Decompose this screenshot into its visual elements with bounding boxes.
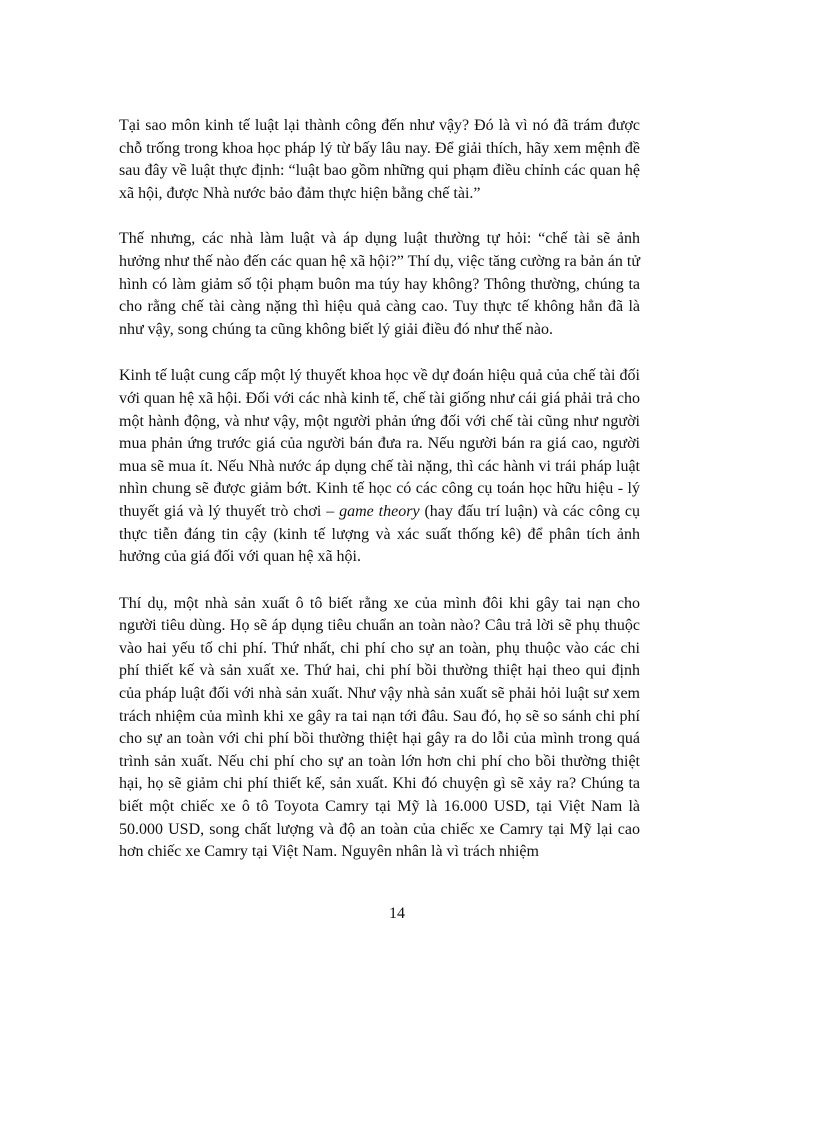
paragraph-3-text-b: (hay đấu trí luận) và các công cụ thực tiễn đáng tin cậy (kinh tế lượng và xác suất thống kê) để phân tích ảnh hưởng của giá đối với quan hệ xã hội. [119,502,641,566]
paragraph-3-text-a: Kinh tế luật cung cấp một lý thuyết khoa học về dự đoán hiệu quả của chế tài đối với quan hệ xã hội. Đối với các nhà kinh tế, chế tài giống như cái giá phải trả cho một hành động, và như vậy, một người phản ứng đối với chế tài cũng như người mua phản ứng trước giá của người bán đưa ra. Nếu người bán ra giá cao, người mua sẽ mua ít. Nếu Nhà nước áp dụng chế tài nặng, thì các hành vi trái pháp luật nhìn chung sẽ được giảm bớt. Kinh tế học có các công cụ toán học hữu hiệu - lý thuyết giá và lý thuyết trò chơi – [119,367,640,520]
paragraph-4-text: Thí dụ, một nhà sản xuất ô tô biết rằng xe của mình đôi khi gây tai nạn cho người tiêu dùng. Họ sẽ áp dụng tiêu chuẩn an toàn nào? Câu trả lời sẽ phụ thuộc vào hai yếu tố chi phí. Thứ nhất, chi phí cho sự an toàn, phụ thuộc vào các chi phí thiết kế và sản xuất xe. Thứ hai, chi phí bồi thường thiệt hại theo qui định của pháp luật đối với nhà sản xuất. Như vậy nhà sản xuất sẽ phải hỏi luật sư xem trách nhiệm của mình khi xe gây ra tai nạn tới đâu. Sau đó, họ sẽ so sánh chi phí cho sự an toàn với chi phí bồi thường thiệt hại gây ra do lỗi của mình trong quá trình sản xuất. Nếu chi phí cho sự an toàn lớn hơn chi phí cho bồi thường thiệt hại, họ sẽ giảm chi phí thiết kế, sản xuất. Khi đó chuyện gì sẽ xảy ra? Chúng ta biết một chiếc xe ô tô Toyota Camry tại Mỹ là 16.000 USD, tại Việt Nam là 50.000 USD, song chất lượng và độ an toàn của chiếc xe Camry tại Mỹ lại cao hơn chiếc xe Camry tại Việt Nam. Nguyên nhân là vì trách nhiệm [119,594,640,861]
page-number: 14 [389,905,405,922]
document-page [119,115,640,887]
paragraph-3 [119,365,640,568]
paragraph-2-text: Thế nhưng, các nhà làm luật và áp dụng luật thường tự hỏi: “chế tài sẽ ảnh hưởng như thế nào đến các quan hệ xã hội?” Thí dụ, việc tăng cường ra bản án tử hình có làm giảm số tội phạm buôn ma túy hay không? Thông thường, chúng ta cho rằng chế tài càng nặng thì hiệu quả càng cao. Tuy thực tế không hẳn đã là như vậy, song chúng ta cũng không biết lý giải điều đó như thế nào. [119,230,640,338]
paragraph-1 [119,115,640,205]
paragraph-4 [119,593,640,864]
paragraph-3-italic-term: game theory [339,502,420,520]
paragraph-2 [119,228,640,341]
paragraph-1-text: Tại sao môn kinh tế luật lại thành công đến như vậy? Đó là vì nó đã trám được chỗ trống trong khoa học pháp lý từ bấy lâu nay. Để giải thích, hãy xem mệnh đề sau đây về luật thực định: “luật bao gồm những qui phạm điều chỉnh các quan hệ xã hội, được Nhà nước bảo đảm thực hiện bằng chế tài.” [119,117,640,202]
